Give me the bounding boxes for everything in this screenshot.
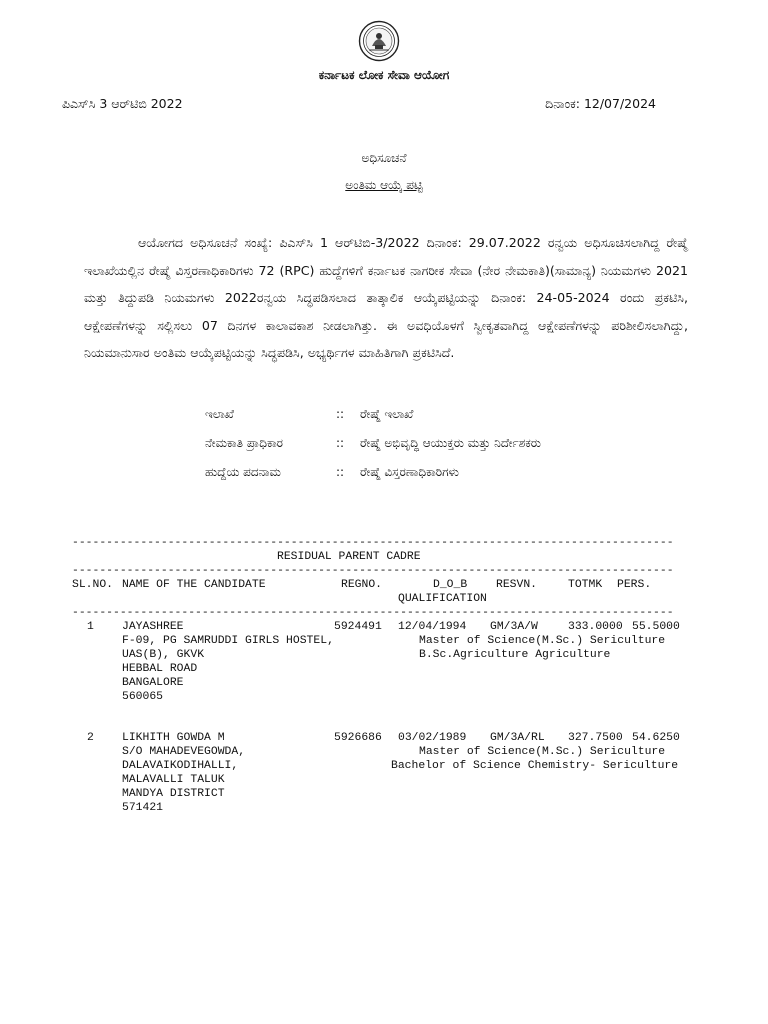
column-header-qualification: QUALIFICATION [398,593,487,605]
post-name-label: ಹುದ್ದೆಯ ಪದನಾಮ [205,465,281,479]
rule-line: ---------------------------------------------------------------------------------------- [72,607,674,619]
address-line: 560065 [122,691,164,703]
candidate-resvn: GM/3A/RL [490,732,545,744]
candidate-regno: 5924491 [334,621,382,633]
cadre-heading: RESIDUAL PARENT CADRE [277,551,421,563]
address-line: BANGALORE [122,677,184,689]
column-header-totmk: TOTMK [568,579,603,591]
address-line: UAS(B), GKVK [122,649,205,661]
candidate-regno: 5926686 [334,732,382,744]
appointing-authority-value: ರೇಷ್ಮೆ ಅಭಿವೃದ್ಧಿ ಆಯುಕ್ತರು ಮತ್ತು ನಿರ್ದೇಶಕರು [360,436,541,450]
candidate-totmk: 327.7500 [568,732,623,744]
candidate-resvn: GM/3A/W [490,621,538,633]
candidate-pers: 54.6250 [632,732,680,744]
separator: :: [336,407,345,421]
rule-line: ---------------------------------------------------------------------------------------- [72,565,674,577]
column-header-resvn: RESVN. [496,579,538,591]
department-value: ರೇಷ್ಮೆ ಇಲಾಖೆ [360,407,414,421]
column-header-regno: REGNO. [341,579,383,591]
address-line: S/O MAHADEVEGOWDA, [122,746,246,758]
address-line: F-09, PG SAMRUDDI GIRLS HOSTEL, [122,635,334,647]
notification-title: ಅಧಿಸೂಚನೆ [361,151,407,165]
column-header-pers: PERS. [617,579,652,591]
qualification-line: Bachelor of Science Chemistry- Sericulture [391,760,679,772]
column-header-slno: SL.NO. [72,579,114,591]
column-header-name: NAME OF THE CANDIDATE [122,579,266,591]
address-line: MANDYA DISTRICT [122,788,225,800]
reference-number: ಪಿಎಸ್‌ಸಿ 3 ಆರ್‌ಟಿಬಿ 2022 [62,96,183,111]
notification-date: ದಿನಾಂಕ: 12/07/2024 [545,96,656,111]
rule-line: ---------------------------------------------------------------------------------------- [72,537,674,549]
qualification-line: Master of Science(M.Sc.) Sericulture [419,635,666,647]
candidate-dob: 12/04/1994 [398,621,467,633]
separator: :: [336,436,345,450]
address-line: 571421 [122,802,164,814]
notification-body: ಆಯೋಗದ ಅಧಿಸೂಚನೆ ಸಂಖ್ಯೆ: ಪಿಎಸ್‌ಸಿ 1 ಆರ್‌ಟಿಬಿ-3/2022 ದಿನಾಂಕ: 29.07.2022 ರನ್ವಯ ಅಧಿಸೂಚಿಸಲಾಗಿದ್ದ ರೇಷ್ಮೆ ಇಲಾಖೆಯಲ್ಲಿನ ರೇಷ್ಮೆ ವಿಸ್ತರಣಾಧಿಕಾರಿಗಳು 72 (RPC) ಹುದ್ದೆಗಳಿಗೆ ಕರ್ನಾಟಕ ನಾಗರೀಕ ಸೇವಾ (ನೇರ ನೇಮಕಾತಿ)(ಸಾಮಾನ್ಯ) ನಿಯಮಗಳು 2021 ಮತ್ತು ತಿದ್ದುಪಡಿ ನಿಯಮಗಳು 2022ರನ್ವಯ ಸಿದ್ಧಪಡಿಸಲಾದ ತಾತ್ಕಾಲಿಕ ಆಯ್ಕೆಪಟ್ಟಿಯನ್ನು ದಿನಾಂಕ: 24-05-2024 ರಂದು ಪ್ರಕಟಿಸಿ, ಆಕ್ಷೇಪಣೆಗಳನ್ನು ಸಲ್ಲಿಸಲು 07 ದಿನಗಳ ಕಾಲಾವಕಾಶ ನೀಡಲಾಗಿತ್ತು. ಈ ಅವಧಿಯೊಳಗೆ ಸ್ವೀಕೃತವಾಗಿದ್ದ ಆಕ್ಷೇಪಣೆಗಳನ್ನು ಪರಿಶೀಲಿಸಲಾಗಿದ್ದು, ನಿಯಮಾನುಸಾರ ಅಂತಿಮ ಆಯ್ಕೆಪಟ್ಟಿಯನ್ನು ಸಿದ್ಧಪಡಿಸಿ, ಅಭ್ಯರ್ಥಿಗಳ ಮಾಹಿತಿಗಾಗಿ ಪ್ರಕಟಿಸಿದೆ. [84,235,688,360]
candidate-slno: 1 [87,621,94,633]
separator: :: [336,465,345,479]
candidate-name: JAYASHREE [122,621,184,633]
final-list-title: ಅಂತಿಮ ಆಯ್ಕೆ ಪಟ್ಟಿ [345,178,423,192]
candidate-name: LIKHITH GOWDA M [122,732,225,744]
address-line: HEBBAL ROAD [122,663,198,675]
candidate-totmk: 333.0000 [568,621,623,633]
candidate-pers: 55.5000 [632,621,680,633]
candidate-dob: 03/02/1989 [398,732,467,744]
address-line: MALAVALLI TALUK [122,774,225,786]
appointing-authority-label: ನೇಮಕಾತಿ ಪ್ರಾಧಿಕಾರ [205,436,284,450]
commission-name: ಕರ್ನಾಟಕ ಲೋಕ ಸೇವಾ ಆಯೋಗ [318,68,450,82]
state-emblem-icon [358,20,400,62]
column-header-dob: D_O_B [433,579,468,591]
post-name-value: ರೇಷ್ಮೆ ವಿಸ್ತರಣಾಧಿಕಾರಿಗಳು [360,465,459,479]
qualification-line: B.Sc.Agriculture Agriculture [419,649,611,661]
address-line: DALAVAIKODIHALLI, [122,760,239,772]
department-label: ಇಲಾಖೆ [205,407,235,421]
qualification-line: Master of Science(M.Sc.) Sericulture [419,746,666,758]
candidate-slno: 2 [87,732,94,744]
